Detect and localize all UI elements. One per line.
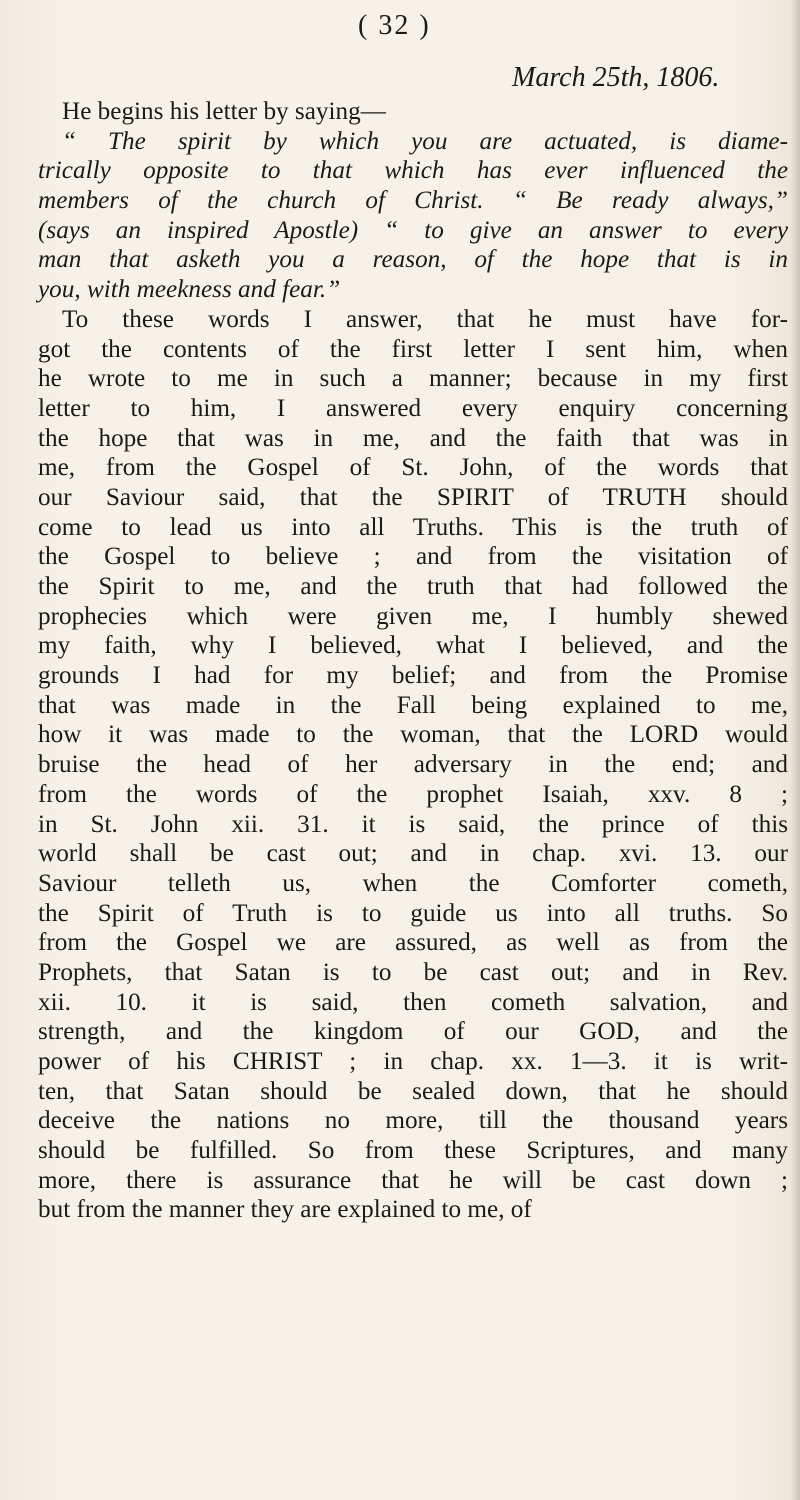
text-line: our Saviour said, that the SPIRIT of TRUTH should [38,483,788,511]
text-line: you, with meekness and fear.” [38,276,341,304]
text-line: trically opposite to that which has ever influenced the [38,157,788,185]
letter-date: March 25th, 1806. [512,62,720,93]
text-line: man that asketh you a reason, of the hope that is in [38,246,788,274]
page-edge-shadow [790,0,800,1500]
text-line: strength, and the kingdom of our GOD, and the [38,1018,788,1046]
text-line: from the Gospel we are assured, as well as from the [38,929,788,957]
text-line: ten, that Satan should be sealed down, that he should [38,1077,788,1105]
text-line: (says an inspired Apostle) “ to give an answer to every [38,216,788,244]
page-number: ( 32 ) [358,10,431,41]
text-line: grounds I had for my belief; and from the Promise [38,662,788,690]
body-text [38,97,788,1225]
text-line: deceive the nations no more, till the thousand years [38,1107,788,1135]
text-line: but from the manner they are explained to me, of [38,1196,532,1224]
text-line: me, from the Gospel of St. John, of the words that [38,454,788,482]
text-line: world shall be cast out; and in chap. xvi. 13. our [38,840,788,868]
text-line: got the contents of the first letter I sent him, when [38,335,788,363]
text-line: should be fulfilled. So from these Scriptures, and many [38,1137,788,1165]
text-line: prophecies which were given me, I humbly shewed [38,602,788,630]
text-line: the Spirit to me, and the truth that had followed the [38,573,788,600]
text-line: from the words of the prophet Isaiah, xxv. 8 ; [38,780,788,808]
text-line: in St. John xii. 31. it is said, the prince of this [38,810,788,838]
text-line: how it was made to the woman, that the LORD would [38,721,788,749]
text-line: more, there is assurance that he will be cast down ; [38,1166,788,1194]
text-line: bruise the head of her adversary in the end; and [38,751,788,779]
text-line: the hope that was in me, and the faith that was in [38,424,788,452]
text-line: he wrote to me in such a manner; because in my first [38,365,788,393]
text-line: the Gospel to believe ; and from the visitation of [38,543,788,571]
text-line: xii. 10. it is said, then cometh salvation, and [38,988,788,1016]
text-line: that was made in the Fall being explained to me, [38,691,788,719]
text-line: members of the church of Christ. “ Be ready always,” [38,187,788,215]
text-line: letter to him, I answered every enquiry concerning [38,394,788,422]
text-line: He begins his letter by saying— [62,98,386,125]
text-line: my faith, why I believed, what I believed, and the [38,632,788,660]
text-line: come to lead us into all Truths. This is the truth of [38,513,788,541]
text-line: Prophets, that Satan is to be cast out; and in Rev. [38,958,788,986]
text-line: the Spirit of Truth is to guide us into all truths. So [38,899,788,927]
text-line: To these words I answer, that he must have for- [62,305,788,333]
text-line: “ The spirit by which you are actuated, is diame- [62,127,788,155]
text-line: Saviour telleth us, when the Comforter cometh, [38,869,788,897]
text-line: power of his CHRIST ; in chap. xx. 1—3. it is writ- [38,1048,788,1075]
